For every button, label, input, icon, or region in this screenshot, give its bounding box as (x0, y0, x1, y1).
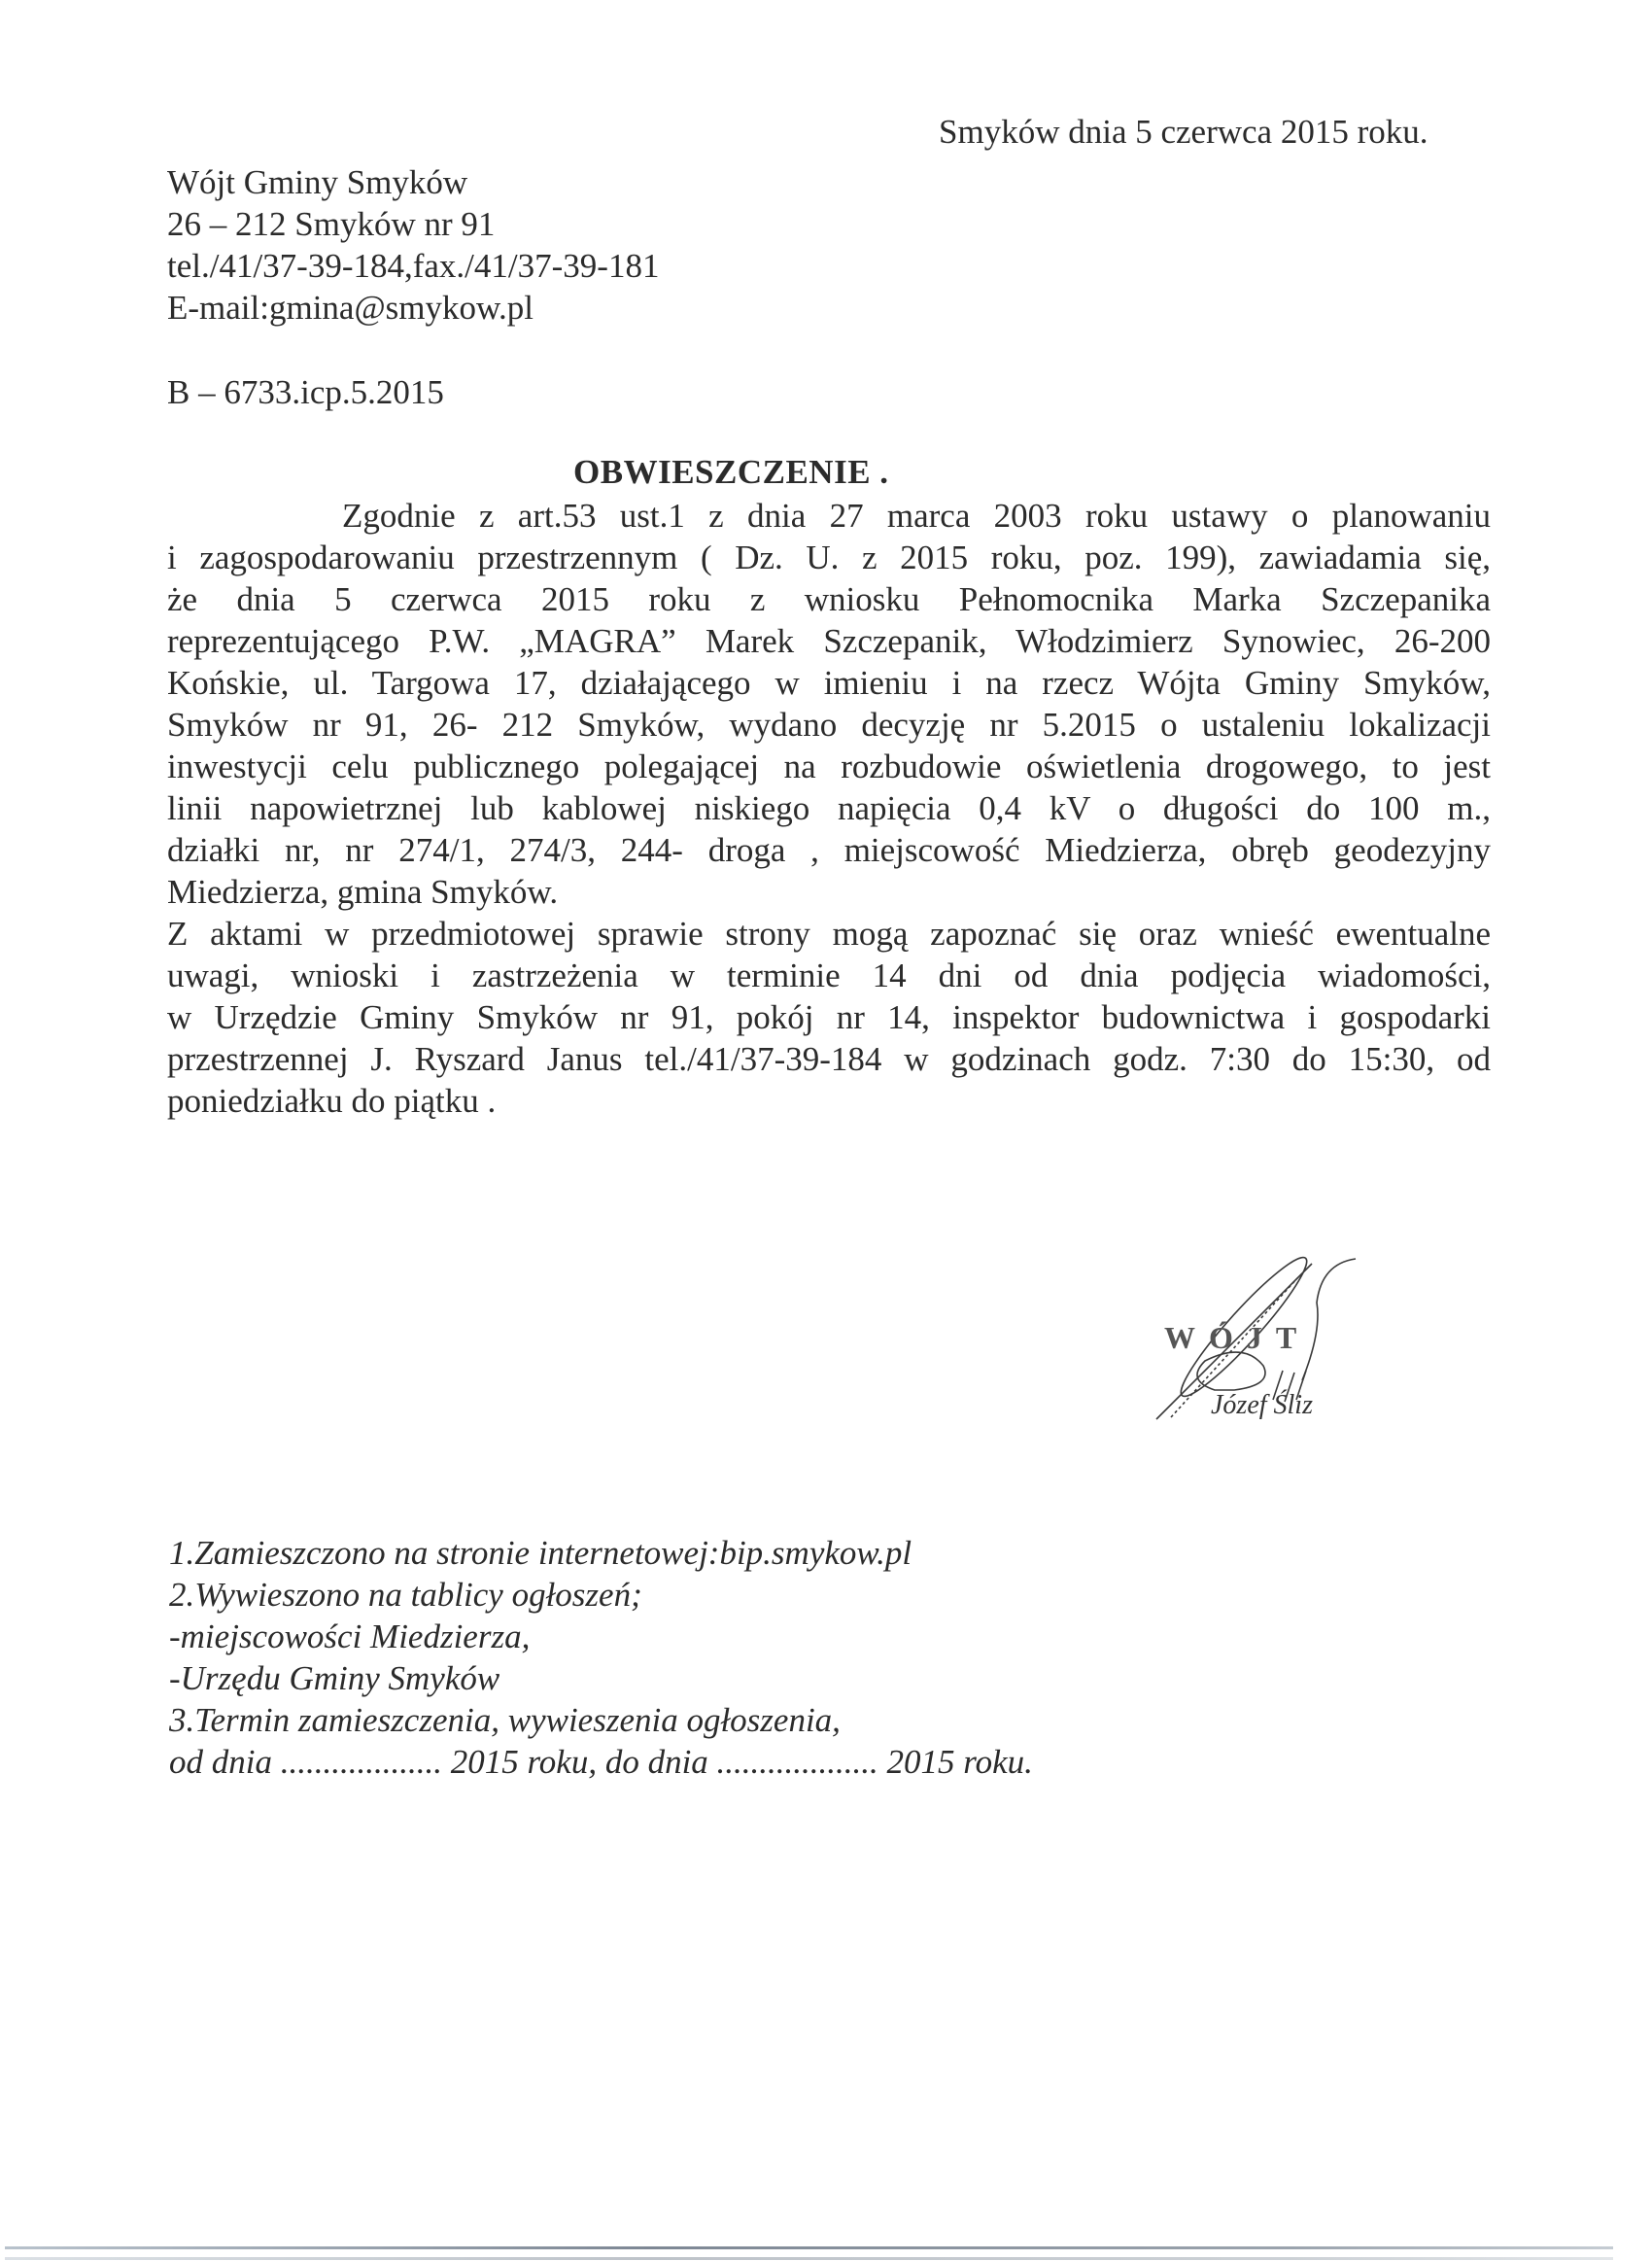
footer-note: -Urzędu Gminy Smyków (169, 1659, 500, 1697)
sender-phone-fax: tel./41/37-39-184,fax./41/37-39-181 (167, 247, 660, 285)
body-line: działki nr, nr 274/1, 274/3, 244- droga , miejscowość Miedzierza, obręb geodezyjny (167, 831, 1491, 869)
body-line: reprezentującego P.W. „MAGRA” Marek Szczepanik, Włodzimierz Synowiec, 26-200 (167, 622, 1491, 660)
footer-note: 1.Zamieszczono na stronie internetowej:bip.smykow.pl (169, 1534, 912, 1572)
body-line: Smyków nr 91, 26- 212 Smyków, wydano decyzję nr 5.2015 o ustaleniu lokalizacji (167, 706, 1491, 744)
signatory-name: Józef Śliz (1211, 1390, 1313, 1420)
body-line: linii napowietrznej lub kablowej niskiego napięcia 0,4 kV o długości do 100 m., (167, 789, 1491, 827)
place-date: Smyków dnia 5 czerwca 2015 roku. (939, 113, 1428, 151)
body-line: przestrzennej J. Ryszard Janus tel./41/37-39-184 w godzinach godz. 7:30 do 15:30, od (167, 1040, 1491, 1078)
scan-edge-line (5, 2257, 1613, 2260)
body-line: Końskie, ul. Targowa 17, działającego w imieniu i na rzecz Wójta Gminy Smyków, (167, 664, 1491, 702)
footer-note: 3.Termin zamieszczenia, wywieszenia ogłoszenia, (169, 1701, 841, 1739)
stamp-title: WÓJT (1164, 1320, 1311, 1355)
body-line: Miedzierza, gmina Smyków. (167, 873, 559, 911)
footer-note: od dnia ................... 2015 roku, do dnia ................... 2015 roku. (169, 1743, 1033, 1781)
body-line: inwestycji celu publicznego polegającej na rozbudowie oświetlenia drogowego, to jest (167, 748, 1491, 785)
body-line: Z aktami w przedmiotowej sprawie strony mogą zapoznać się oraz wnieść ewentualne (167, 915, 1491, 953)
body-line: uwagi, wnioski i zastrzeżenia w terminie 14 dni od dnia podjęcia wiadomości, (167, 957, 1491, 994)
body-line: poniedziałku do piątku . (167, 1082, 497, 1120)
footer-note: -miejscowości Miedzierza, (169, 1617, 531, 1655)
reference-number: B – 6733.icp.5.2015 (167, 373, 444, 411)
document-title: OBWIESZCZENIE . (573, 453, 889, 491)
body-line: że dnia 5 czerwca 2015 roku z wniosku Pełnomocnika Marka Szczepanika (167, 580, 1491, 618)
scan-edge-line (5, 2246, 1613, 2249)
footer-note: 2.Wywieszono na tablicy ogłoszeń; (169, 1576, 642, 1614)
sender-address: 26 – 212 Smyków nr 91 (167, 205, 496, 243)
body-line: Zgodnie z art.53 ust.1 z dnia 27 marca 2003 roku ustawy o planowaniu (342, 497, 1491, 535)
body-line: w Urzędzie Gminy Smyków nr 91, pokój nr 14, inspektor budownictwa i gospodarki (167, 998, 1491, 1036)
sender-office: Wójt Gminy Smyków (167, 163, 468, 201)
sender-email: E-mail:gmina@smykow.pl (167, 289, 534, 327)
body-line: i zagospodarowaniu przestrzennym ( Dz. U. z 2015 roku, poz. 199), zawiadamia się, (167, 539, 1491, 576)
